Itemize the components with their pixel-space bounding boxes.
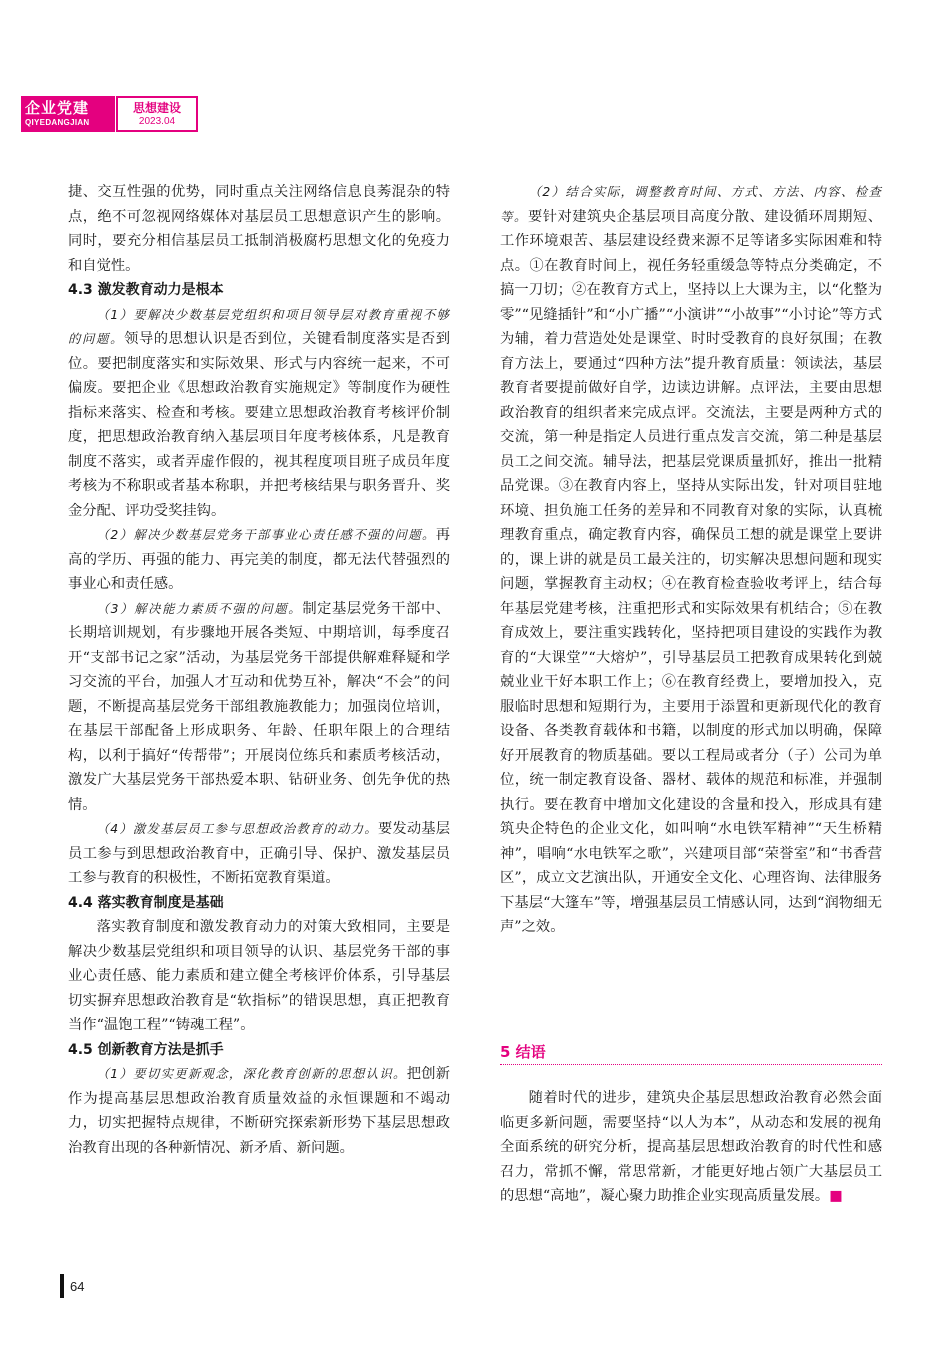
magazine-logo xyxy=(21,96,115,132)
point-text: 要针对建筑央企基层项目高度分散、建设循环周期短、工作环境艰苦、基层建设经费来源不足等诸多实际困难和特点。①在教育时间上，视任务轻重缓急等特点分类确定，不搞一刀切；②在教育方式上，坚持以上大课为主，以“化整为零”“见缝插针”和“小广播”“小演讲”“小故事”“小讨论”等方式为辅，着力营造处处是课堂、时时受教育的良好氛围；在教育方法上，要通过“四种方法”提升教育质量：领读法，基层教育者要提前做好自学，边读边讲解。点评法，主要由思想政治教育的组织者来完成点评。交流法，主要是两种方式的交流，第一种是指定人员进行重点发言交流，第二种是基层员工之间交流。辅导法，把基层党课质量抓好，推出一批精品党课。③在教育内容上，坚持从实际出发，针对项目驻地环境、担负施工任务的差异和不同教育对象的实际，认真梳理教育重点，确定教育内容，确保员工想的就是课堂上要讲的，课上讲的就是员工最关注的，切实解决思想问题和现实问题，掌握教育主动权；④在教育检查验收考评上，结合每年基层党建考核，注重把形式和实际效果有机结合；⑤在教育成效上，要注重实践转化，坚持把项目建设的实践作为教育的“大课堂”“大熔炉”，引导基层员工把教育成果转化到兢兢业业干好本职工作上；⑥在教育经费上，要增加投入，克服临时思想和短期行为，主要用于添置和更新现代化的教育设备、各类教育载体和书籍，以制度的形式加以明确，保障好开展教育的物质基础。要以工程局或者分（子）公司为单位，统一制定教育设备、器材、载体的规范和标准，并强制执行。要在教育中增加文化建设的含量和投入，形成具有建筑央企特色的企业文化，如叫响“水电铁军精神”“天生桥精神”，唱响“水电铁军之歌”，兴建项目部“荣誉室”和“书香营区”，成立文艺演出队，开通安全文化、心理咨询、法律服务下基层“大篷车”等，增强基层员工情感认同，达到“润物细无声”之效。 xyxy=(500,208,882,935)
conclusion xyxy=(500,1086,882,1209)
point-text: 再高的学历、再强的能力、再完美的制度，都无法代替强烈的事业心和责任感。 xyxy=(68,527,450,592)
point-lead: （2）结合实际，调整教育时间、方式、方法、内容、检查等。 xyxy=(500,184,882,224)
point-text: 领导的思想认识是否到位，关键看制度落实是否到位。要把制度落实和实际效果、形式与内容统一起来，不可偏废。要把企业《思想政治教育实施规定》等制度作为硬性指标来落实、检查和考核。要建立思想政治教育考核评价制度，把思想政治教育纳入基层项目年度考核体系，凡是教育制度不落实，或者弄虚作假的，视其程度项目班子成员年度考核为不称职或者基本称职，并把考核结果与职务晋升、奖金分配、评功受奖挂钩。 xyxy=(68,331,450,519)
masthead xyxy=(21,96,198,132)
point-text: 要发动基层员工参与到思想政治教育中，正确引导、保护、激发基层员工参与教育的积极性，不断拓宽教育渠道。 xyxy=(68,821,450,886)
point-lead: （2）解决少数基层党务干部事业心责任感不强的问题。 xyxy=(96,527,436,542)
section-name: 思想建设 xyxy=(132,101,181,115)
end-mark-icon: ■ xyxy=(829,1188,843,1204)
right-column xyxy=(500,180,882,940)
paragraph xyxy=(68,597,450,818)
point-lead: （1）要解决少数基层党组织和项目领导层对教育重视不够的问题。 xyxy=(68,306,450,346)
point-lead: （4）激发基层员工参与思想政治教育的动力。 xyxy=(96,821,379,836)
page-footer xyxy=(60,1274,84,1298)
paragraph xyxy=(500,180,882,940)
issue-date: 2023.04 xyxy=(138,116,176,127)
point-text: 把创新作为提高基层思想政治教育质量效益的永恒课题和不竭动力，切实把握特点规律，不断研究探索新形势下基层思想政治教育出现的各种新情况、新矛盾、新问题。 xyxy=(68,1066,451,1156)
paragraph xyxy=(68,303,450,524)
paragraph xyxy=(500,1086,882,1209)
paragraph xyxy=(68,523,450,597)
paragraph: 捷、交互性强的优势，同时重点关注网络信息良莠混杂的特点，绝不可忽视网络媒体对基层员工思想意识产生的影响。同时，要充分相信基层员工抵制消极腐朽思想文化的免疫力和自觉性。 xyxy=(68,184,450,274)
heading-4-5: 4.5 创新教育方法是抓手 xyxy=(68,1041,224,1058)
paragraph xyxy=(68,817,450,891)
heading-5-conclusion: 5 结语 xyxy=(500,1040,882,1065)
point-text: 制定基层党务干部中、长期培训规划，有步骤地开展各类短、中期培训，每季度召开“支部书记之家”活动，为基层党务干部提供解难释疑和学习交流的平台，加强人才互动和优势互补，解决“不会”的问题，不断提高基层党务干部组教施教能力；加强岗位培训，在基层干部配备上形成职务、年龄、任职年限上的合理结构，以利于搞好“传帮带”；开展岗位练兵和素质考核活动，激发广大基层党务干部热爱本职、钻研业务、创先争优的热情。 xyxy=(68,600,450,813)
conclusion-text: 随着时代的进步，建筑央企基层思想政治教育必然会面临更多新问题，需要坚持“以人为本”，从动态和发展的视角全面系统的研究分析，提高基层思想政治教育的时代性和感召力，常抓不懈，常思常新，才能更好地占领广大基层员工的思想“高地”，凝心聚力助推企业实现高质量发展。 xyxy=(500,1090,882,1204)
heading-4-3: 4.3 激发教育动力是根本 xyxy=(68,282,224,298)
magazine-name-pinyin: QIYEDANGJIAN xyxy=(25,118,90,127)
point-lead: （3）解决能力素质不强的问题。 xyxy=(96,600,303,616)
heading-4-4: 4.4 落实教育制度是基础 xyxy=(68,894,224,911)
footer-bar xyxy=(60,1274,64,1298)
section-box xyxy=(116,96,198,132)
left-column xyxy=(68,180,450,1160)
page-number: 64 xyxy=(70,1278,85,1294)
point-lead: （1）要切实更新观念，深化教育创新的思想认识。 xyxy=(96,1066,407,1081)
magazine-name: 企业党建 xyxy=(25,99,90,117)
paragraph xyxy=(68,1062,450,1160)
paragraph: 落实教育制度和激发教育动力的对策大致相同，主要是解决少数基层党组织和项目领导的认识、基层党务干部的事业心责任感、能力素质和建立健全考核评价体系，引导基层切实摒弃思想政治教育是“软指标”的错误思想，真正把教育当作“温饱工程”“铸魂工程”。 xyxy=(68,919,450,1033)
